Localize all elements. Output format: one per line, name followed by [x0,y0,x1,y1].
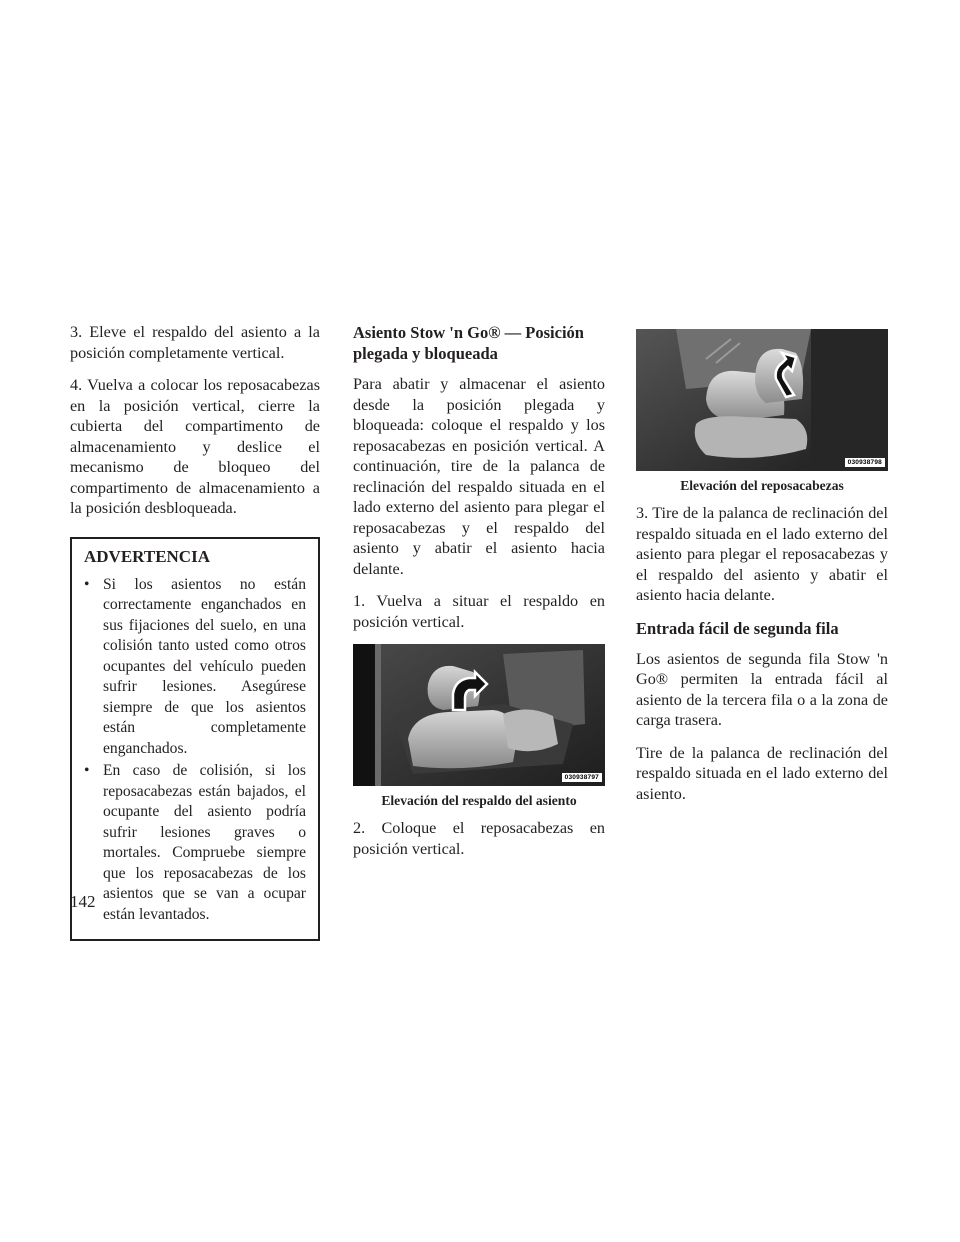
warning-list [84,575,306,926]
column-right [636,329,888,816]
folded-seat-illustration [353,644,605,786]
section-heading-stow-n-go: Asiento Stow 'n Go® — Posición plegada y bloqueada [353,323,584,363]
headrest-photo [636,329,888,471]
bullet-icon: • [84,762,90,779]
page-number: 142 [70,892,96,911]
column-left [70,322,320,941]
easy-entry-text: Los asientos de segunda fila Stow 'n Go® permiten la entrada fácil al asiento de la tercera fila o a la zona de carga trasera. [636,649,888,729]
step-3-text: 3. Tire de la palanca de reclinación del respaldo situada en el lado externo del asiento para plegar el reposacabezas y el respaldo del asiento y abatir el asiento hacia delante. [636,504,888,604]
column-middle [353,322,605,871]
figure-caption: Elevación del reposacabezas [680,478,844,493]
bullet-icon: • [84,575,90,593]
figure-code: 030938798 [845,458,885,467]
recline-lever-text: Tire de la palanca de reclinación del respaldo situada en el lado externo del asiento. [636,743,888,803]
seatback-photo [353,644,605,786]
warning-item: • Si los asientos no están correctamente enganchados en sus fijaciones del suelo, en una colisión tanto usted como otros ocupantes del vehículo pueden sufrir lesiones. Asegúrese siempre de que los asientos están completamente enganchados. [84,575,306,757]
warning-item: • En caso de colisión, si los reposacabezas están bajados, el ocupante del asiento podría sufrir lesiones graves o mortales. Compruebe siempre que los reposacabezas de los asientos que se van a ocupar están levantados. [84,762,306,923]
figure-headrest-raise [636,329,888,495]
intro-text: Para abatir y almacenar el asiento desde la posición plegada y bloqueada: coloque el respaldo y los reposacabezas en posición vertical. A continuación, tire de la palanca de reclinación del respaldo situada en el lado externo del asiento para plegar el reposacabezas y el respaldo del asiento y abatir el asiento hacia delante. [353,375,605,578]
step-2-text: 2. Coloque el reposacabezas en posición vertical. [353,819,605,858]
section-heading-easy-entry: Entrada fácil de segunda fila [636,618,839,638]
figure-code: 030938797 [562,773,602,782]
headrest-seat-illustration [636,329,888,471]
step-3-text: 3. Eleve el respaldo del asiento a la posición completamente vertical. [70,323,320,362]
step-1-text: 1. Vuelva a situar el respaldo en posición vertical. [353,592,605,631]
warning-box [70,537,320,942]
step-4-text: 4. Vuelva a colocar los reposacabezas en la posición vertical, cierre la cubierta del compartimento de almacenamiento y deslice el mecanismo de bloqueo del compartimento de almacenamiento a la posición desbloqueada. [70,376,320,517]
figure-seatback-raise [353,644,605,810]
figure-caption: Elevación del respaldo del asiento [381,793,577,808]
warning-title: ADVERTENCIA [84,546,210,566]
